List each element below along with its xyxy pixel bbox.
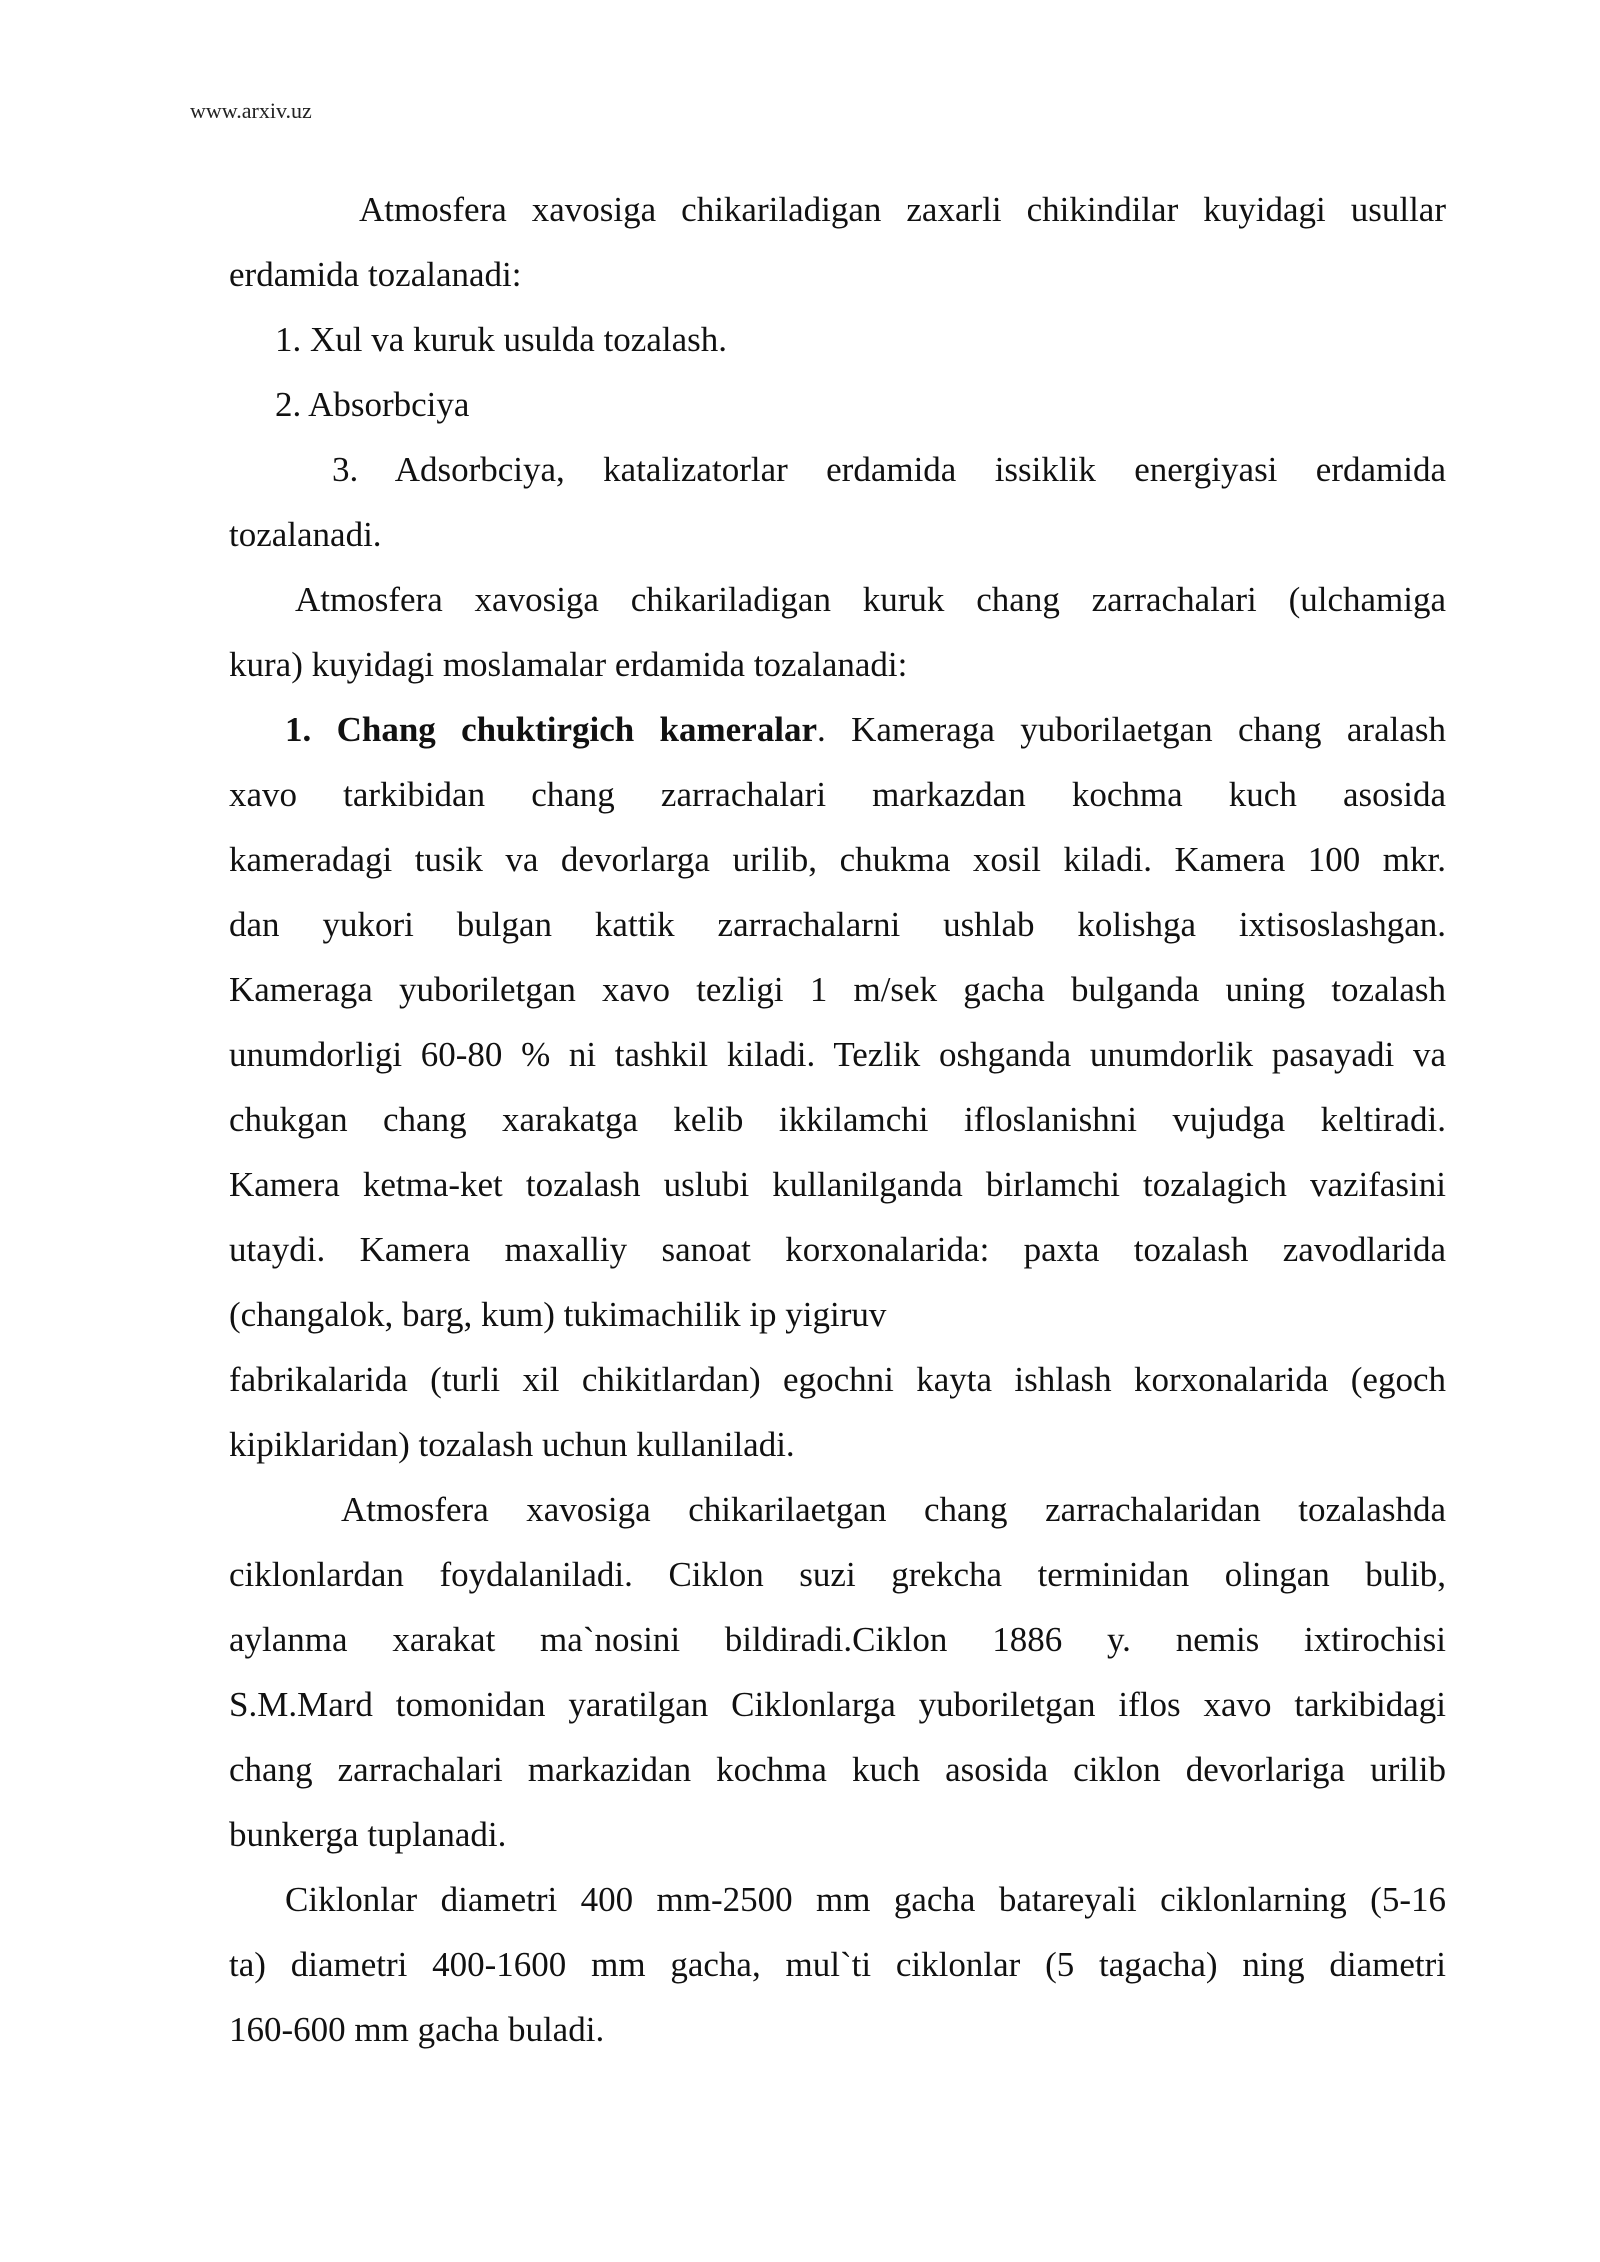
paragraph-line: tozalanadi. bbox=[229, 515, 382, 554]
paragraph-line: S.M.Mard tomonidan yaratilgan Ciklonlarga yuboriletgan iflos xavo tarkibidagi bbox=[229, 1685, 1446, 1724]
paragraph-line: Kamera ketma-ket tozalash uslubi kullanilganda birlamchi tozalagich vazifasini bbox=[229, 1165, 1446, 1204]
section-heading: 1. Chang chuktirgich kameralar bbox=[285, 710, 817, 749]
list-item: 3. Adsorbciya, katalizatorlar erdamida issiklik energiyasi erdamida bbox=[332, 450, 1446, 489]
paragraph-line: chang zarrachalari markazidan kochma kuch asosida ciklon devorlariga urilib bbox=[229, 1750, 1446, 1789]
paragraph-line: bunkerga tuplanadi. bbox=[229, 1815, 507, 1854]
paragraph-line: chukgan chang xarakatga kelib ikkilamchi ifloslanishni vujudga keltiradi. bbox=[229, 1100, 1446, 1139]
paragraph-line: (changalok, barg, kum) tukimachilik ip yigiruv bbox=[229, 1295, 887, 1334]
paragraph-line: aylanma xarakat ma`nosini bildiradi.Ciklon 1886 y. nemis ixtirochisi bbox=[229, 1620, 1446, 1659]
site-url-header: www.arxiv.uz bbox=[190, 98, 312, 123]
paragraph-line: Kameraga yuboriletgan xavo tezligi 1 m/sek gacha bulganda uning tozalash bbox=[229, 970, 1446, 1009]
paragraph-line: Atmosfera xavosiga chikariladigan zaxarli chikindilar kuyidagi usullar bbox=[359, 190, 1446, 229]
paragraph-text: . Kameraga yuborilaetgan chang aralash bbox=[817, 710, 1446, 749]
paragraph-line: dan yukori bulgan kattik zarrachalarni ushlab kolishga ixtisoslashgan. bbox=[229, 905, 1446, 944]
paragraph-line: erdamida tozalanadi: bbox=[229, 255, 522, 294]
paragraph-line: kura) kuyidagi moslamalar erdamida tozalanadi: bbox=[229, 645, 908, 684]
paragraph-line: fabrikalarida (turli xil chikitlardan) egochni kayta ishlash korxonalarida (egoch bbox=[229, 1360, 1446, 1399]
paragraph-line: ciklonlardan foydalaniladi. Ciklon suzi grekcha terminidan olingan bulib, bbox=[229, 1555, 1446, 1594]
paragraph-line: kipiklaridan) tozalash uchun kullaniladi. bbox=[229, 1425, 795, 1464]
list-item: 1. Xul va kuruk usulda tozalash. bbox=[275, 320, 727, 359]
paragraph-line: Atmosfera xavosiga chikariladigan kuruk chang zarrachalari (ulchamiga bbox=[295, 580, 1446, 619]
paragraph-line bbox=[229, 707, 1446, 753]
list-item: 2. Absorbciya bbox=[275, 385, 470, 424]
paragraph-line: Ciklonlar diametri 400 mm-2500 mm gacha batareyali ciklonlarning (5-16 bbox=[285, 1880, 1446, 1919]
paragraph-line: kameradagi tusik va devorlarga urilib, chukma xosil kiladi. Kamera 100 mkr. bbox=[229, 840, 1446, 879]
paragraph-line: unumdorligi 60-80 % ni tashkil kiladi. Tezlik oshganda unumdorlik pasayadi va bbox=[229, 1035, 1446, 1074]
paragraph-line: 160-600 mm gacha buladi. bbox=[229, 2010, 605, 2049]
paragraph-line: xavo tarkibidan chang zarrachalari markazdan kochma kuch asosida bbox=[229, 775, 1446, 814]
paragraph-line: Atmosfera xavosiga chikarilaetgan chang zarrachalaridan tozalashda bbox=[341, 1490, 1446, 1529]
paragraph-line: ta) diametri 400-1600 mm gacha, mul`ti ciklonlar (5 tagacha) ning diametri bbox=[229, 1945, 1446, 1984]
paragraph-line: utaydi. Kamera maxalliy sanoat korxonalarida: paxta tozalash zavodlarida bbox=[229, 1230, 1446, 1269]
